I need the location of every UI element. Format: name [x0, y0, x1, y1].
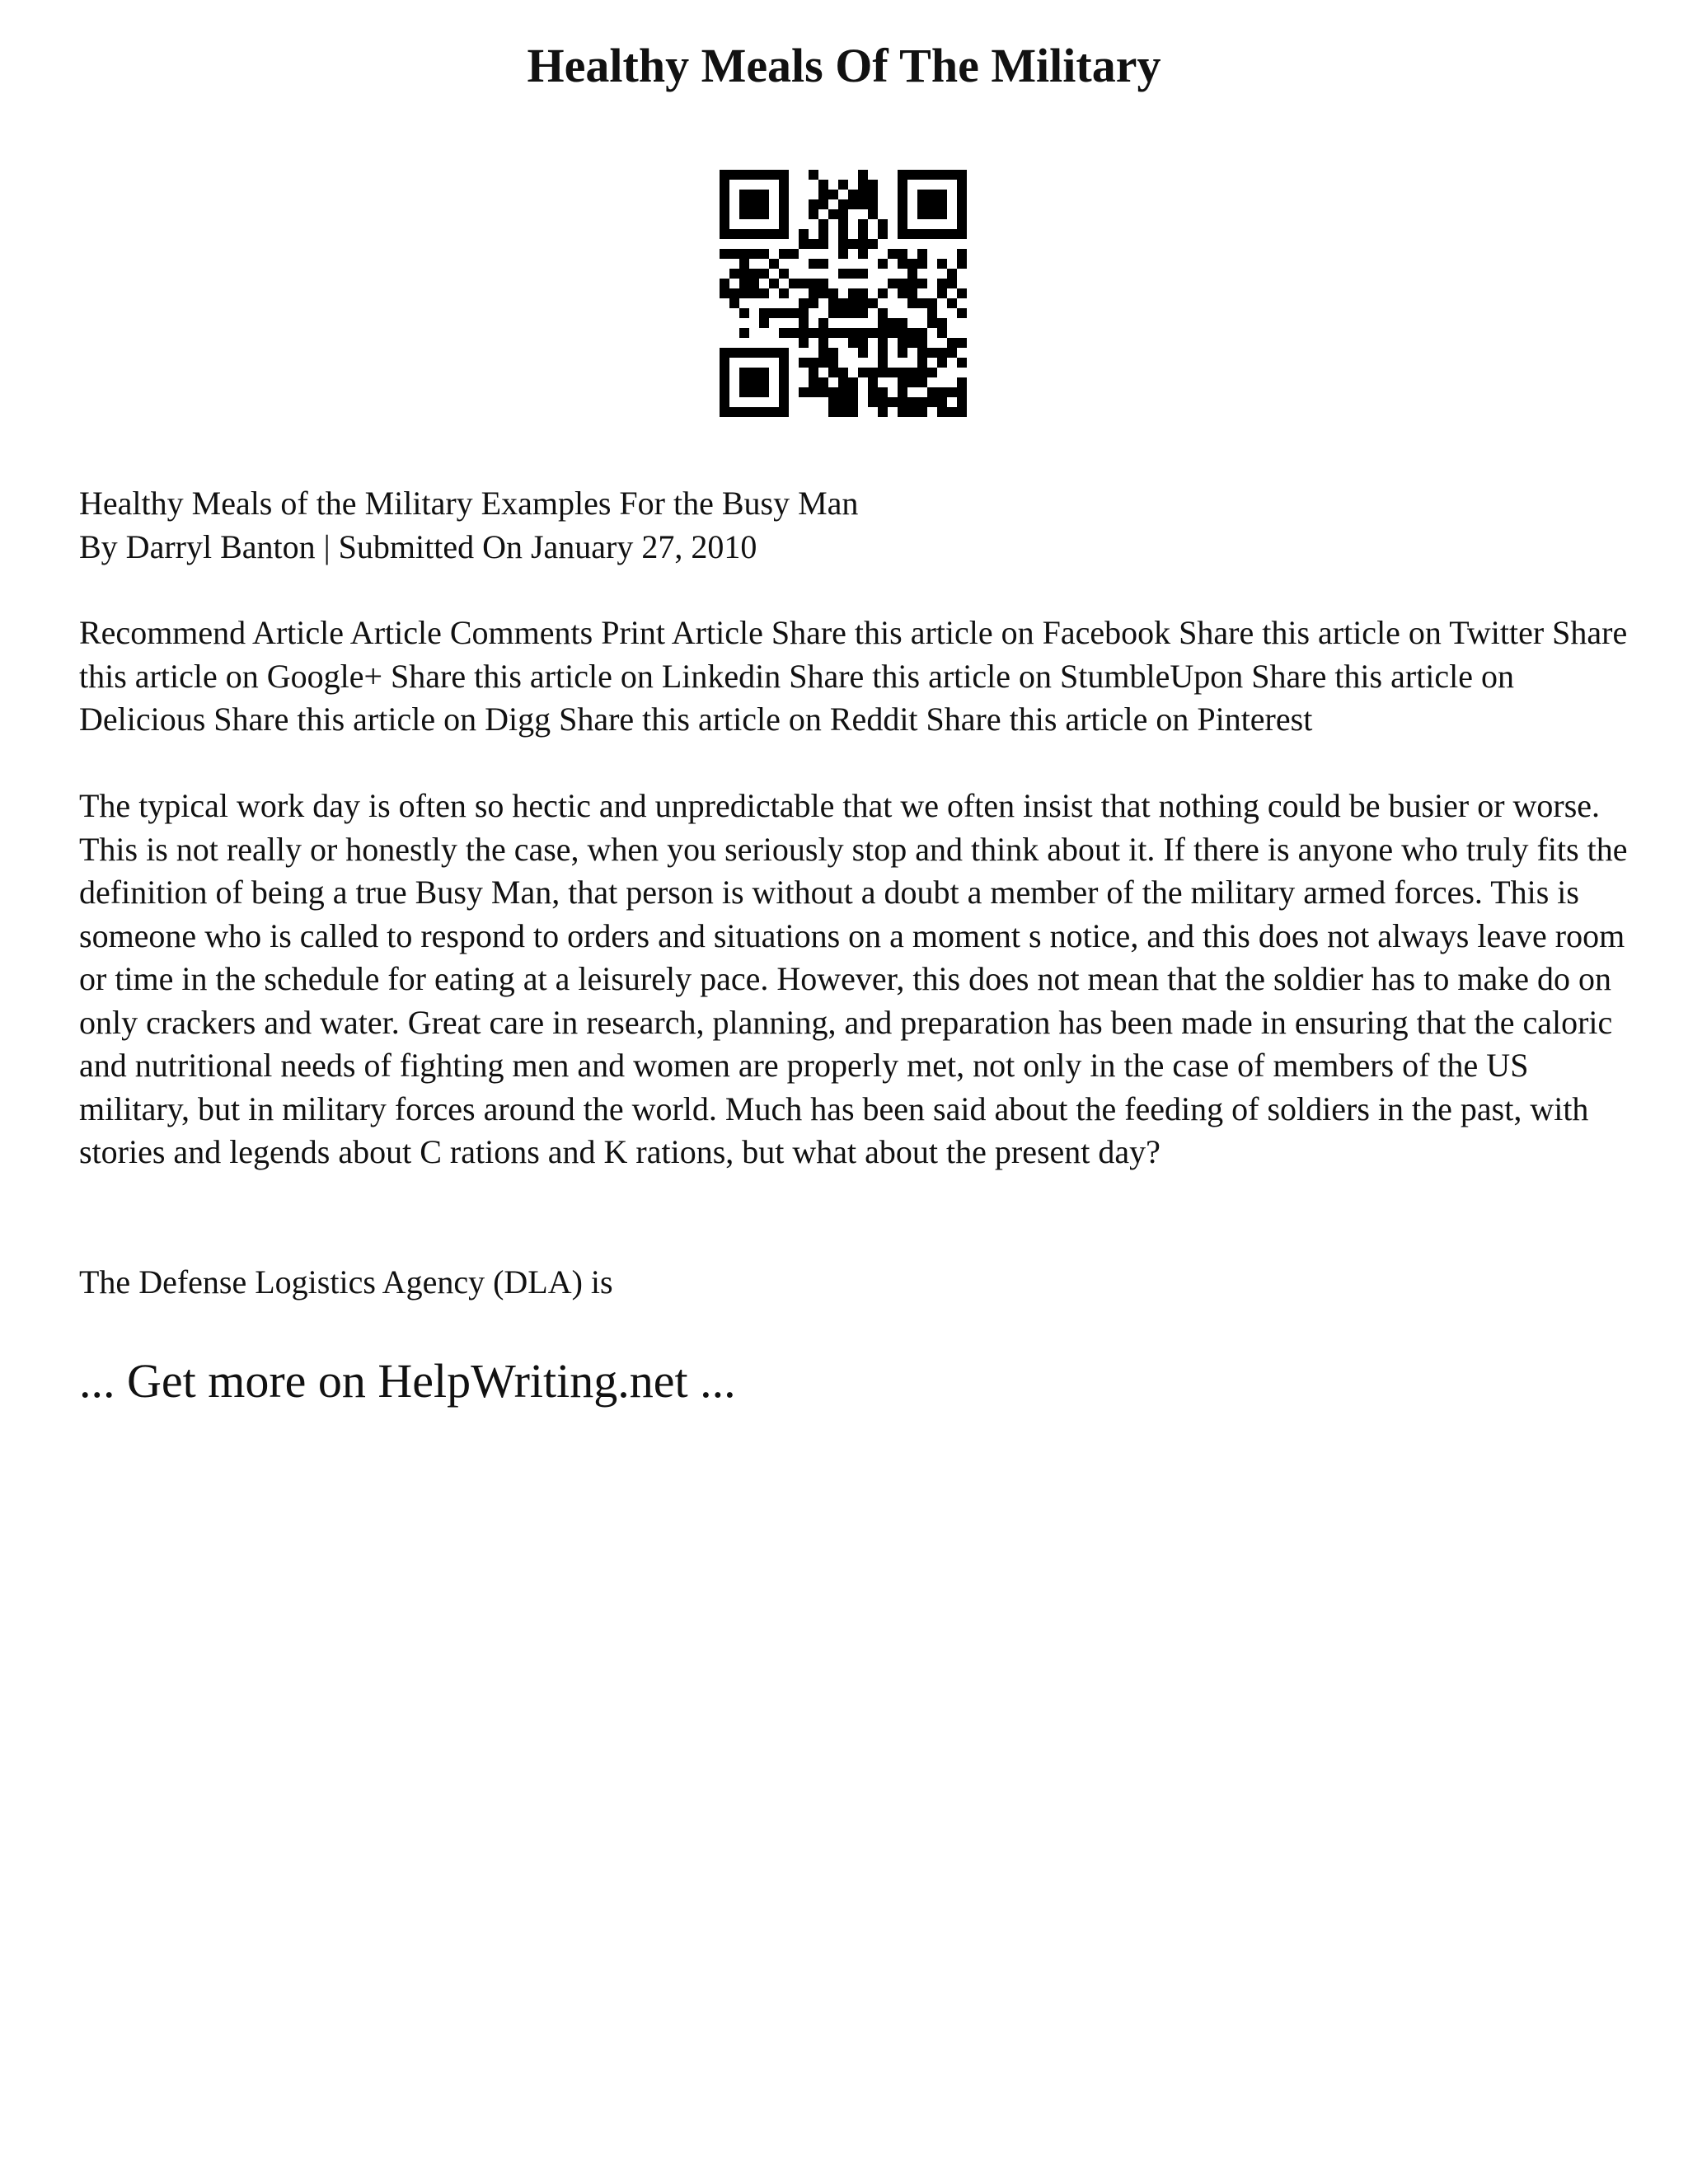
document-title: Healthy Meals Of The Military — [527, 39, 1161, 92]
article-paragraph-2: The Defense Logistics Agency (DLA) is — [79, 1263, 613, 1301]
qr-code-icon — [720, 170, 967, 417]
share-links: Recommend Article Article Comments Print Article Share this article on Facebook Share this article on Twitter Share this article on Google+ Share this article on Linkedin Share this article on StumbleUpon Share this article on Delicious Share this article on Digg Share this article on Reddit Share this article on Pinterest — [79, 614, 1628, 738]
article-paragraph-1: The typical work day is often so hectic and unpredictable that we often insist that nothing could be busier or worse. This is not really or honestly the case, when you seriously stop and think about it. If there is anyone who truly fits the definition of being a true Busy Man, that person is without a doubt a member of the military armed forces. This is someone who is called to respond to orders and situations on a moment s notice, and this does not always leave room or time in the schedule for eating at a leisurely pace. However, this does not mean that the soldier has to make do on only crackers and water. Great care in research, planning, and preparation has been made in ensuring that the caloric and nutritional needs of fighting men and women are properly met, not only in the case of members of the US military, but in military forces around the world. Much has been said about the feeding of soldiers in the past, with stories and legends about C rations and K rations, but what about the present day? — [79, 787, 1628, 1170]
article-byline: By Darryl Banton | Submitted On January 27, 2010 — [79, 527, 757, 565]
article-title: Healthy Meals of the Military Examples For the Busy Man — [79, 485, 859, 522]
get-more-link[interactable]: ... Get more on HelpWriting.net ... — [79, 1354, 736, 1408]
article-header — [79, 482, 1629, 569]
